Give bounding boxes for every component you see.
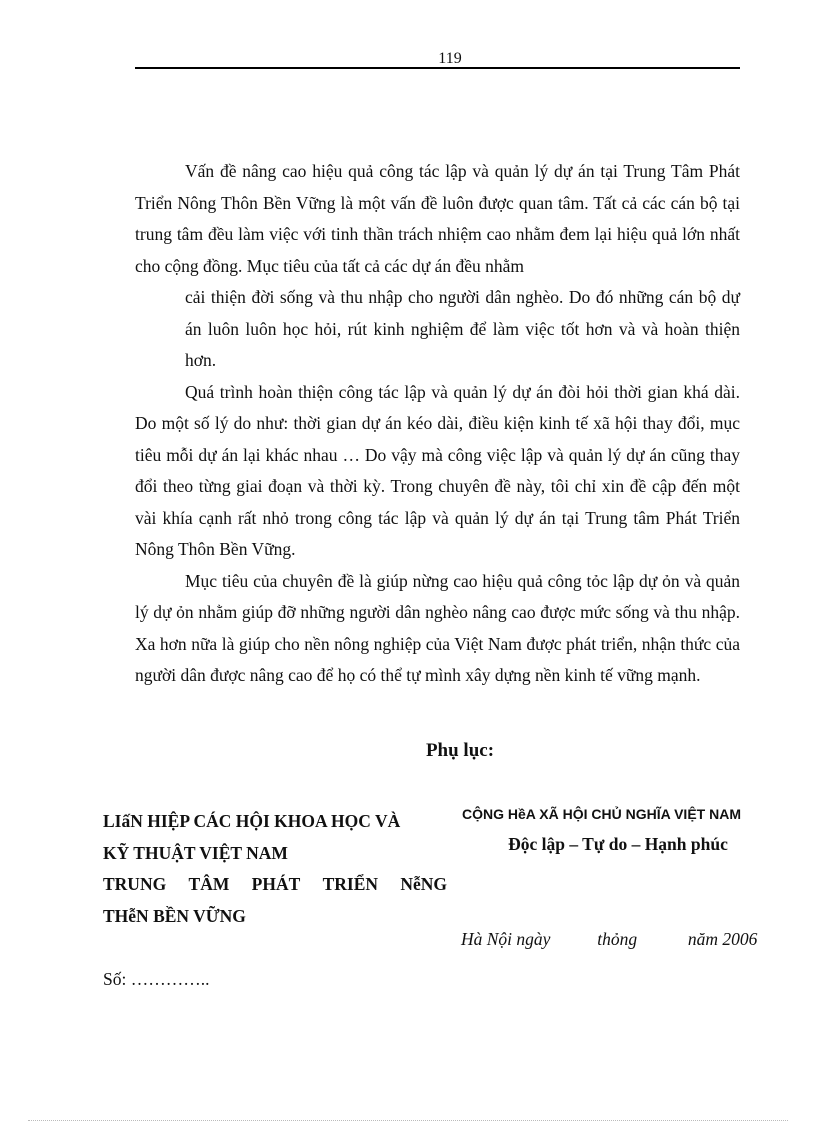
org-word: TRUNG [103,874,167,894]
org-line-4: THễN BỀN VỮNG [103,905,246,926]
date-place-day: Hà Nội ngày [461,929,551,949]
page-number: 119 [438,50,462,67]
paragraph-1: Vấn đề nâng cao hiệu quả công tác lập và quản lý dự án tại Trung Tâm Phát Triển Nông Thôn Bền Vững là một vấn đề luôn được quan tâm. Tất cả các cán bộ tại trung tâm đều làm việc với tinh thần trách nhiệm cao nhằm đem lại hiệu quả lớn nhất cho cộng đồng. Mục tiêu của tất cả các dự án đều nhằm [135,161,740,276]
org-line-3 [103,869,447,901]
paragraph-3: Quá trình hoàn thiện công tác lập và quản lý dự án đòi hỏi thời gian khá dài. Do một số lý do như: thời gian dự án kéo dài, điều kiện kinh tế xã hội thay đổi, mục tiêu mỗi dự án lại khác nhau … Do vậy mà công việc lập và quản lý dự án cũng thay đổi theo từng giai đoạn và thời kỳ. Trong chuyên đề này, tôi chỉ xin đề cập đến một vài khía cạnh rất nhỏ trong công tác lập và quản lý dự án tại Trung tâm Phát Triển Nông Thôn Bền Vững. [135,381,740,559]
org-word: NễNG [400,874,447,894]
org-line-1: LIấN HIỆP CÁC HỘI KHOA HỌC VÀ [103,811,401,831]
national-header [462,806,774,855]
republic-name: CỘNG HềA XÃ HỘI CHỦ NGHĨA VIỆT NAM [462,806,741,822]
date-year: năm 2006 [687,929,758,949]
date-line [461,929,757,950]
date-month: thỏng [597,929,638,949]
org-word: TÂM [188,874,230,894]
document-number: Số: ………….. [103,969,210,989]
paragraph-2: cải thiện đời sống và thu nhập cho người dân nghèo. Do đó những cán bộ dự án luôn luôn học hỏi, rút kinh nghiệm để làm việc tốt hơn và và hoàn thiện hơn. [185,287,740,370]
header-rule [135,67,740,69]
national-motto: Độc lập – Tự do – Hạnh phúc [508,834,728,854]
org-word: TRIỂN [322,874,379,894]
organization-block [103,806,447,932]
appendix-title: Phụ lục: [425,740,495,761]
org-line-2: KỸ THUẬT VIỆT NAM [103,842,288,863]
body-text [135,156,740,692]
paragraph-2-first-line [135,282,740,377]
footer-rule [28,1120,788,1121]
paragraph-4: Mục tiêu của chuyên đề là giúp nừng cao hiệu quả công tỏc lập dự ỏn và quản lý dự ỏn nhằm giúp đỡ những người dân nghèo nâng cao được mức sống và thu nhập. Xa hơn nữa là giúp cho nền nông nghiệp của Việt Nam được phát triển, nhận thức của người dân được nâng cao để họ có thể tự mình xây dựng nền kinh tế vững mạnh. [135,570,740,685]
org-word: PHÁT [251,874,301,894]
